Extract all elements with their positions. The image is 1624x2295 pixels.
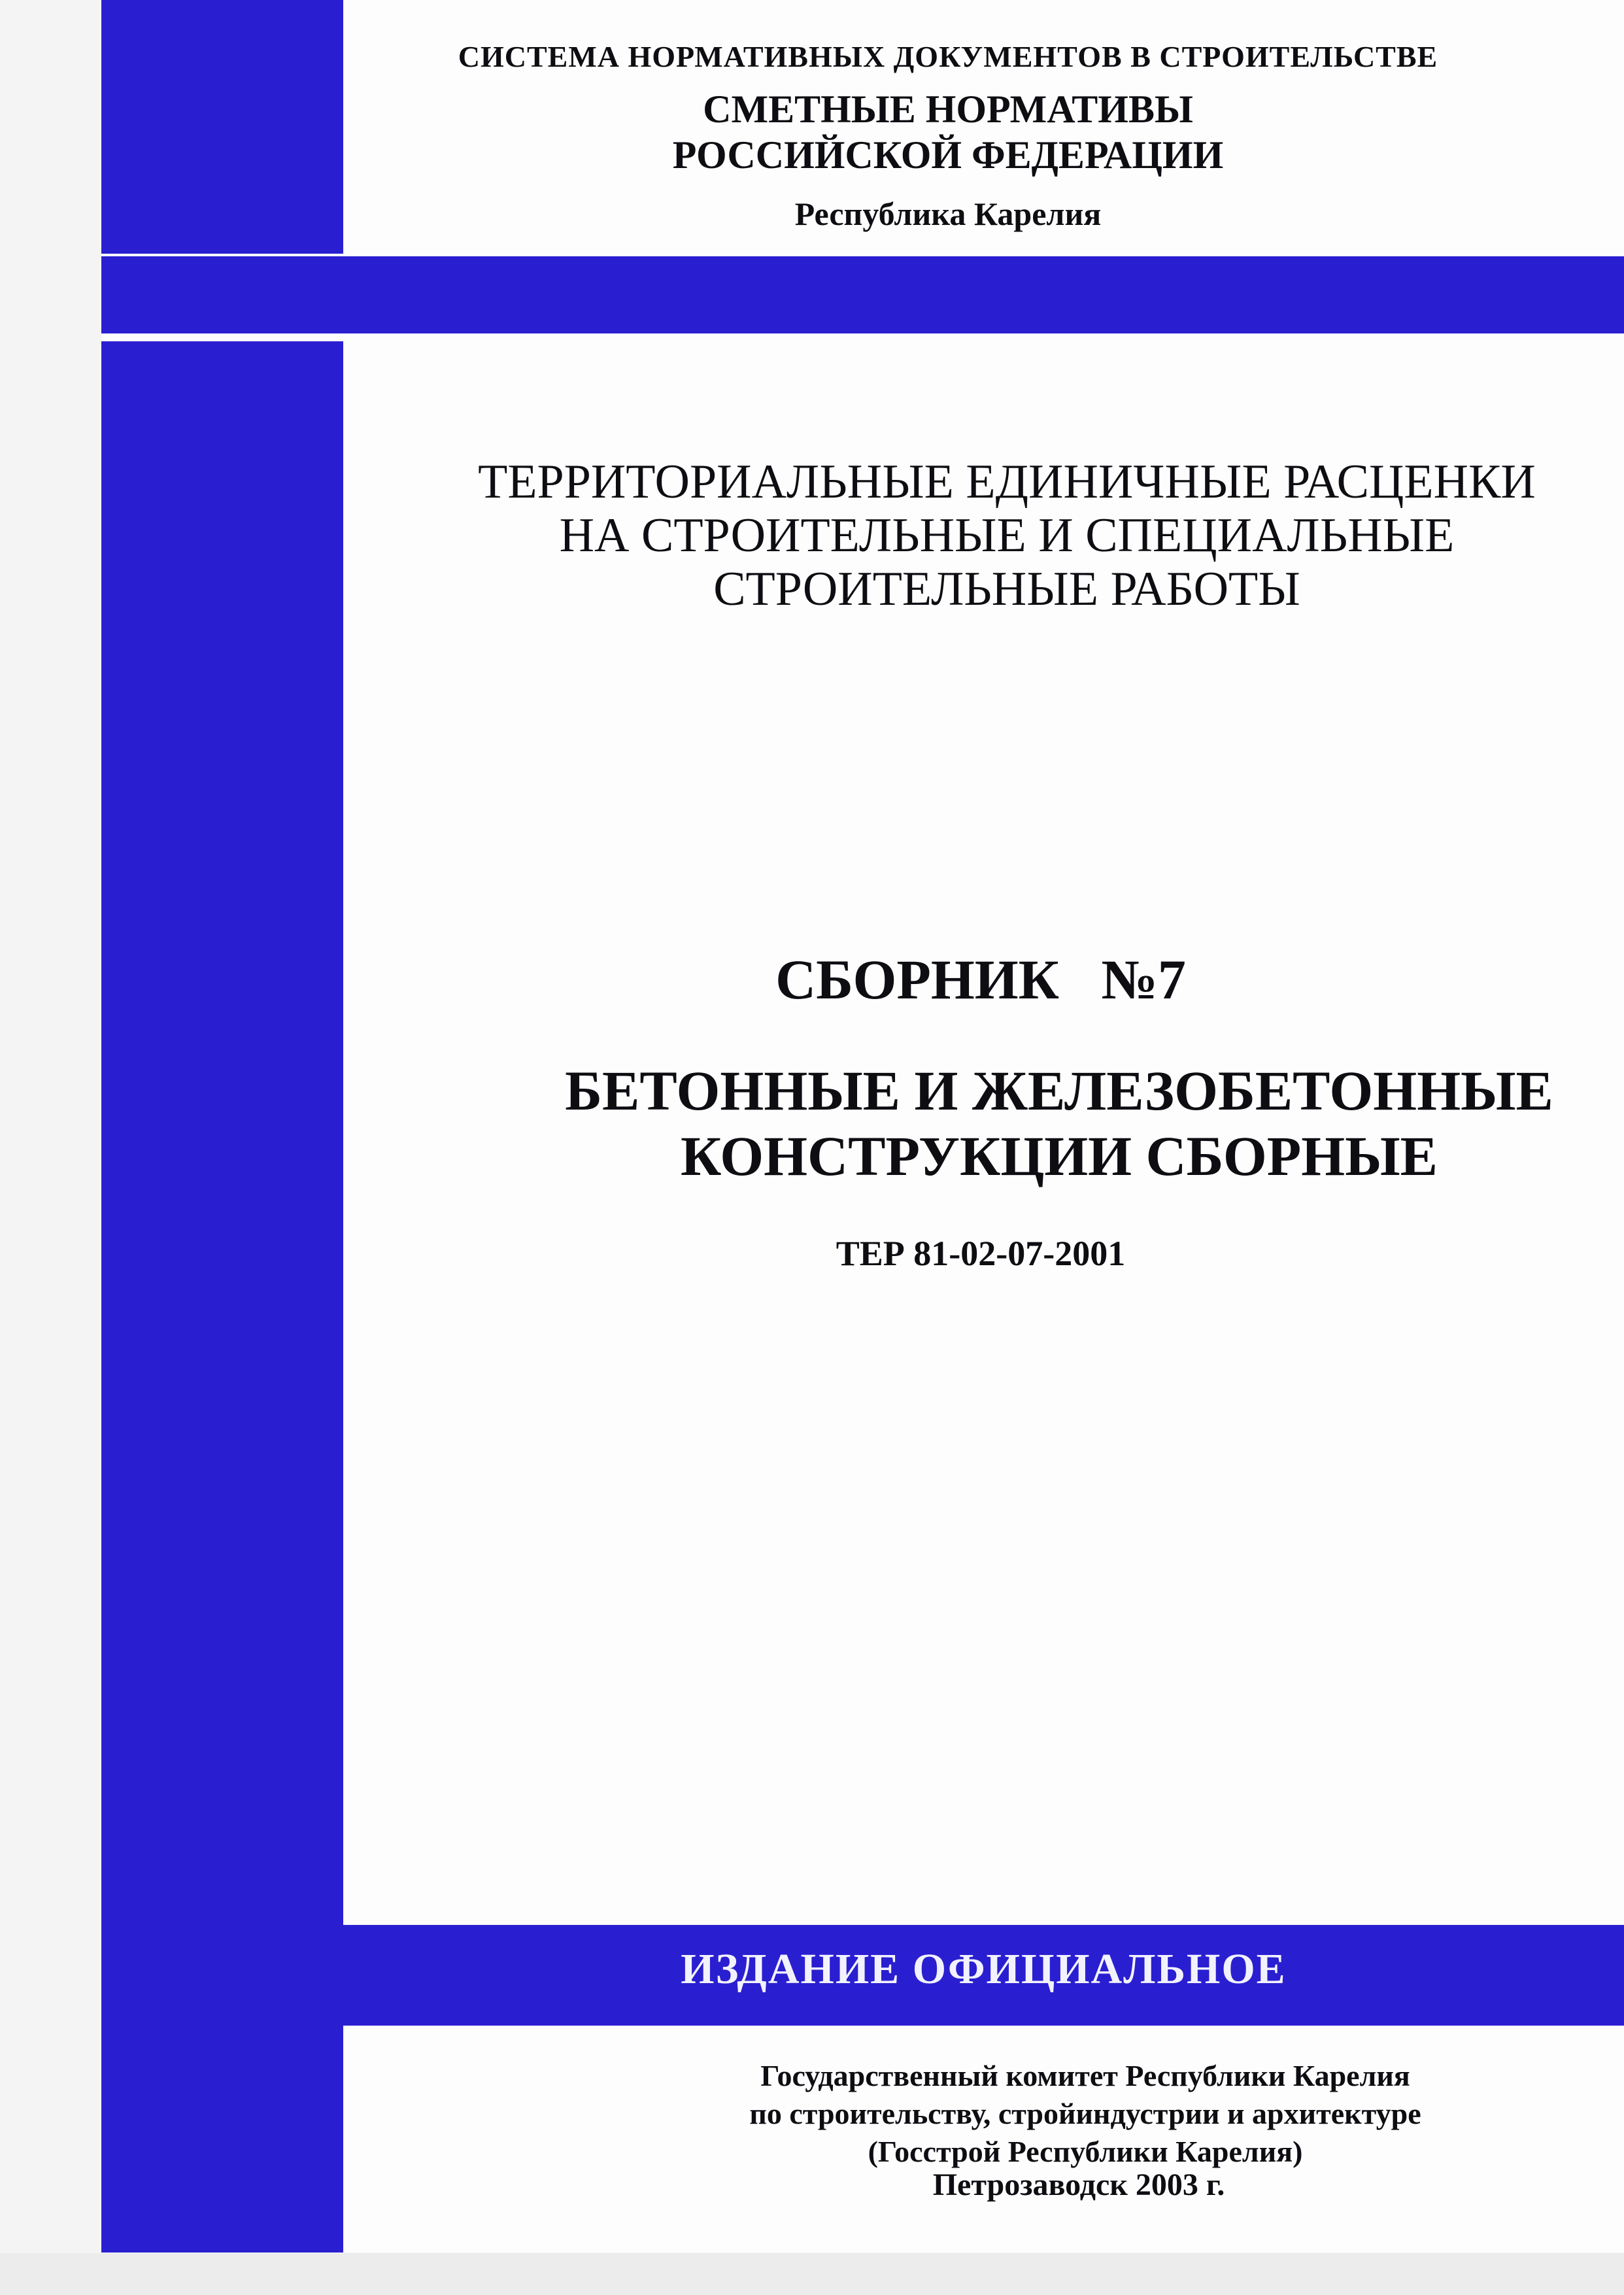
collection-name-line-1: БЕТОННЫЕ И ЖЕЛЕЗОБЕТОННЫЕ	[565, 1059, 1553, 1122]
scan-bottom-strip	[0, 2253, 1624, 2295]
main-title	[392, 455, 1621, 616]
publisher-line-3: (Госстрой Республики Карелия)	[868, 2135, 1303, 2168]
publisher-line-1: Государственный комитет Республики Карелия	[760, 2059, 1410, 2092]
publisher-block	[588, 2057, 1582, 2171]
publisher-line-2: по строительству, стройиндустрии и архитектуре	[749, 2097, 1421, 2130]
left-blue-band-top	[101, 0, 343, 254]
collection-number: СБОРНИК №7	[775, 948, 1186, 1011]
collection-name-line-2: КОНСТРУКЦИИ СБОРНЫЕ	[680, 1125, 1438, 1187]
left-blue-band-middle	[101, 341, 343, 1925]
main-title-line-3: СТРОИТЕЛЬНЫЕ РАБОТЫ	[713, 562, 1300, 616]
official-edition-label: ИЗДАНИЕ ОФИЦИАЛЬНОЕ	[681, 1945, 1287, 1993]
main-title-line-1: ТЕРРИТОРИАЛЬНЫЕ ЕДИНИЧНЫЕ РАСЦЕНКИ	[478, 455, 1536, 509]
document-code: ТЕР 81-02-07-2001	[836, 1234, 1126, 1273]
left-blue-band-bottom	[101, 2014, 343, 2252]
region-name: Республика Карелия	[794, 196, 1102, 232]
collection-name	[510, 1058, 1608, 1189]
main-title-line-2: НА СТРОИТЕЛЬНЫЕ И СПЕЦИАЛЬНЫЕ	[559, 509, 1455, 562]
norms-line-2: РОССИЙСКОЙ ФЕДЕРАЦИИ	[672, 133, 1224, 177]
norms-line-1: СМЕТНЫЕ НОРМАТИВЫ	[703, 88, 1193, 131]
estimate-norms-heading	[366, 86, 1530, 178]
publication-city-year: Петрозаводск 2003 г.	[932, 2168, 1225, 2202]
document-system-series: СИСТЕМА НОРМАТИВНЫХ ДОКУМЕНТОВ В СТРОИТЕЛЬСТВЕ	[458, 40, 1438, 73]
top-horizontal-blue-band	[101, 256, 1624, 333]
